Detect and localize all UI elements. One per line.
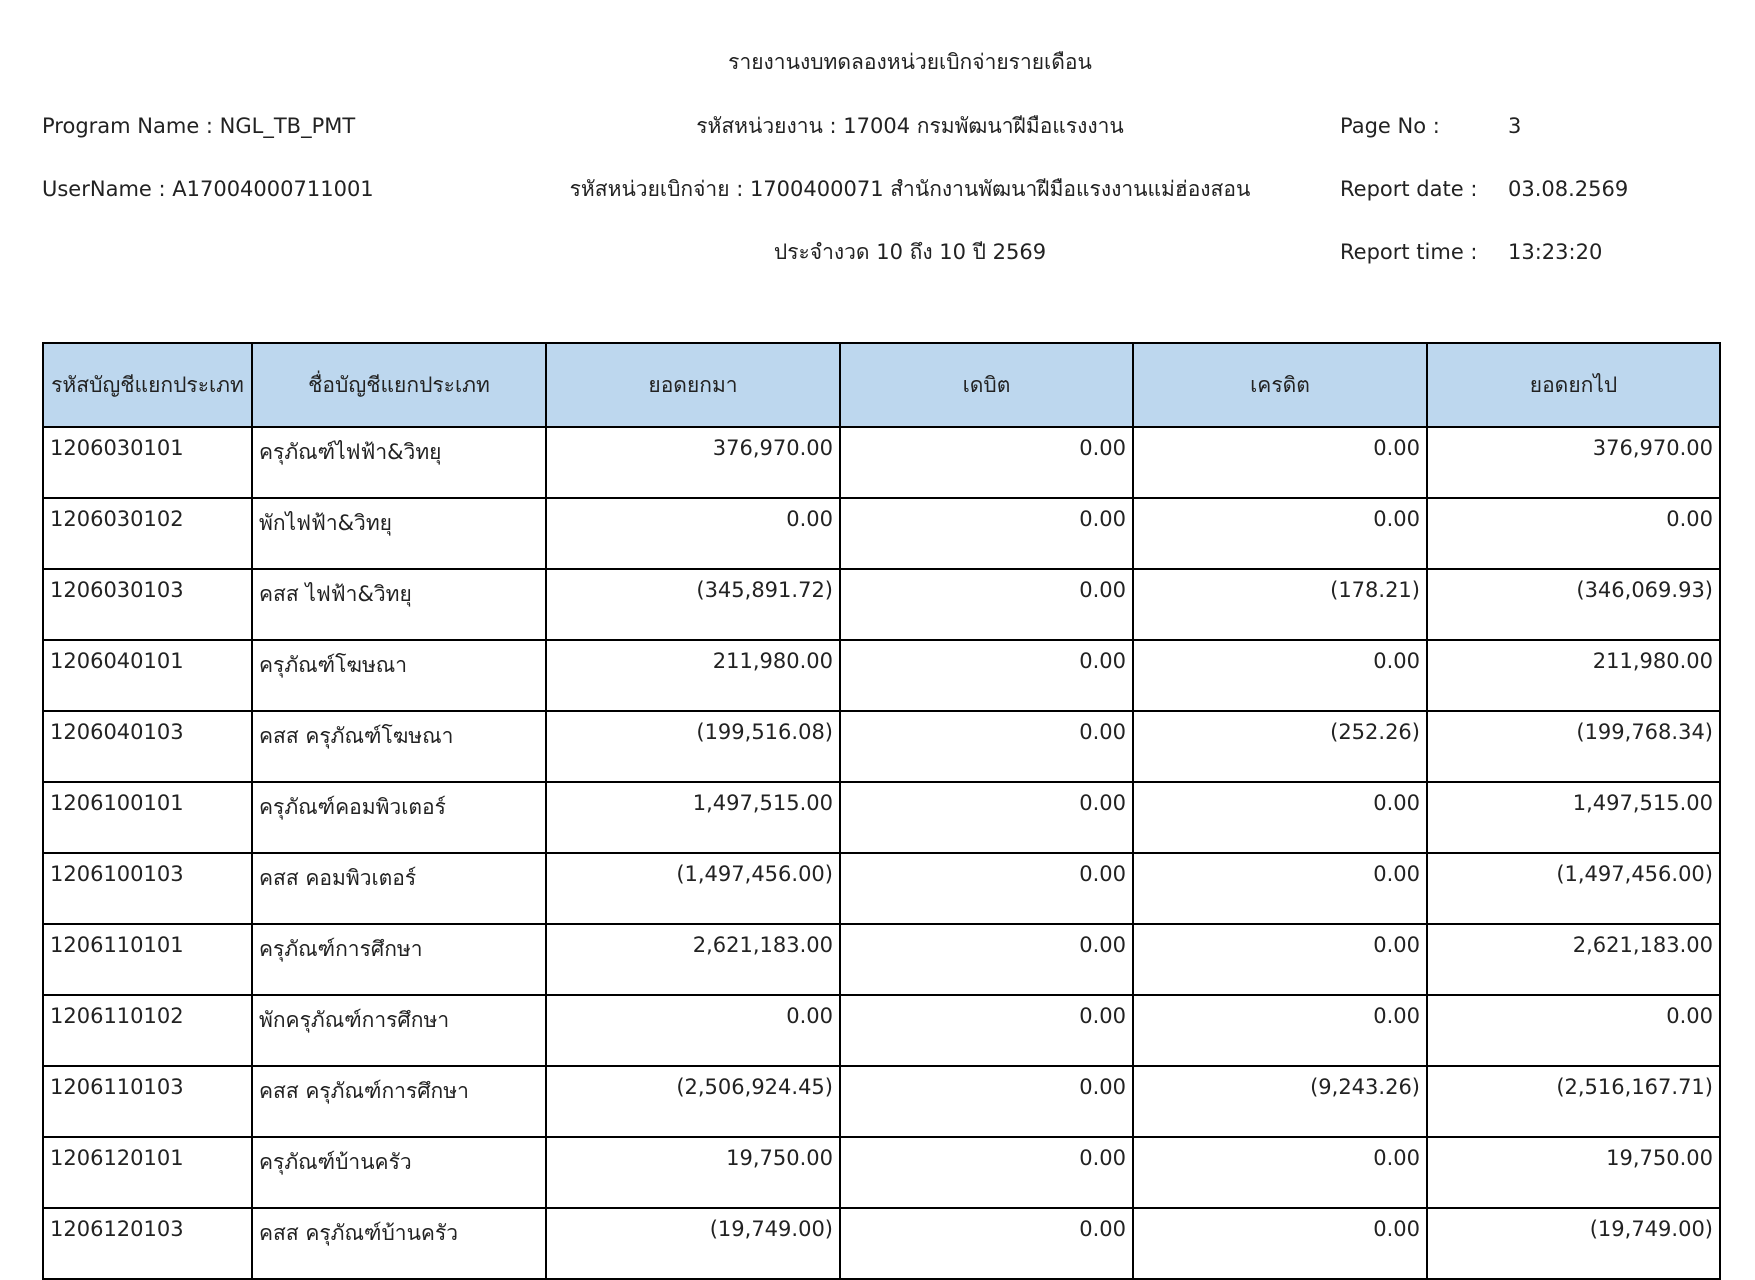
table-row (43, 1208, 1720, 1279)
account-code-cell: 1206040103 (43, 711, 252, 782)
disbursing-unit: รหัสหน่วยเบิกจ่าย : 1700400071 สำนักงานพัฒนาฝีมือแรงงานแม่ฮ่องสอน (569, 177, 1251, 201)
account-code-cell: 1206100103 (43, 853, 252, 924)
report-time-value: 13:23:20 (1508, 240, 1603, 264)
table-row (43, 1066, 1720, 1137)
report-title: รายงานงบทดลองหน่วยเบิกจ่ายรายเดือน (728, 50, 1092, 74)
opening-balance-cell: (345,891.72) (546, 569, 840, 640)
agency-code: รหัสหน่วยงาน : 17004 กรมพัฒนาฝีมือแรงงาน (696, 114, 1124, 138)
username: UserName : A17004000711001 (42, 177, 374, 201)
account-code-cell: 1206110101 (43, 924, 252, 995)
table-row (43, 924, 1720, 995)
header-opening-balance: ยอดยกมา (546, 343, 840, 427)
account-name-cell: ครุภัณฑ์บ้านครัว (252, 1137, 546, 1208)
opening-balance-cell: (199,516.08) (546, 711, 840, 782)
account-code-cell: 1206110103 (43, 1066, 252, 1137)
table-header-row (43, 343, 1720, 427)
account-name-cell: พักไฟฟ้า&วิทยุ (252, 498, 546, 569)
trial-balance-table (42, 342, 1721, 1280)
report-date-value: 03.08.2569 (1508, 177, 1629, 201)
header-debit: เดบิต (840, 343, 1133, 427)
opening-balance-cell: 19,750.00 (546, 1137, 840, 1208)
account-name-cell: ครุภัณฑ์การศึกษา (252, 924, 546, 995)
report-time-label: Report time : (1340, 240, 1478, 264)
account-code-cell: 1206120101 (43, 1137, 252, 1208)
debit-cell: 0.00 (840, 782, 1133, 853)
account-code-cell: 1206040101 (43, 640, 252, 711)
closing-balance-cell: (19,749.00) (1427, 1208, 1720, 1279)
opening-balance-cell: 1,497,515.00 (546, 782, 840, 853)
header-closing-balance: ยอดยกไป (1427, 343, 1720, 427)
account-name-cell: คสส ครุภัณฑ์บ้านครัว (252, 1208, 546, 1279)
account-code-cell: 1206100101 (43, 782, 252, 853)
closing-balance-cell: 19,750.00 (1427, 1137, 1720, 1208)
opening-balance-cell: (1,497,456.00) (546, 853, 840, 924)
debit-cell: 0.00 (840, 924, 1133, 995)
program-name: Program Name : NGL_TB_PMT (42, 114, 356, 138)
debit-cell: 0.00 (840, 1066, 1133, 1137)
report-period: ประจำงวด 10 ถึง 10 ปี 2569 (773, 240, 1047, 264)
closing-balance-cell: (1,497,456.00) (1427, 853, 1720, 924)
credit-cell: (9,243.26) (1133, 1066, 1427, 1137)
table-row (43, 711, 1720, 782)
opening-balance-cell: 2,621,183.00 (546, 924, 840, 995)
credit-cell: (178.21) (1133, 569, 1427, 640)
credit-cell: 0.00 (1133, 995, 1427, 1066)
credit-cell: 0.00 (1133, 924, 1427, 995)
table-row (43, 427, 1720, 498)
closing-balance-cell: (2,516,167.71) (1427, 1066, 1720, 1137)
account-name-cell: พักครุภัณฑ์การศึกษา (252, 995, 546, 1066)
header-account-code: รหัสบัญชีแยกประเภท (43, 343, 252, 427)
credit-cell: 0.00 (1133, 1208, 1427, 1279)
credit-cell: (252.26) (1133, 711, 1427, 782)
closing-balance-cell: 2,621,183.00 (1427, 924, 1720, 995)
table-row (43, 1137, 1720, 1208)
page-no-label: Page No : (1340, 114, 1440, 138)
opening-balance-cell: (2,506,924.45) (546, 1066, 840, 1137)
debit-cell: 0.00 (840, 711, 1133, 782)
account-name-cell: คสส ไฟฟ้า&วิทยุ (252, 569, 546, 640)
credit-cell: 0.00 (1133, 1137, 1427, 1208)
account-name-cell: ครุภัณฑ์คอมพิวเตอร์ (252, 782, 546, 853)
account-code-cell: 1206030101 (43, 427, 252, 498)
opening-balance-cell: 376,970.00 (546, 427, 840, 498)
closing-balance-cell: 211,980.00 (1427, 640, 1720, 711)
table-row (43, 782, 1720, 853)
closing-balance-cell: 376,970.00 (1427, 427, 1720, 498)
opening-balance-cell: 0.00 (546, 995, 840, 1066)
account-name-cell: คสส ครุภัณฑ์โฆษณา (252, 711, 546, 782)
debit-cell: 0.00 (840, 995, 1133, 1066)
header-account-name: ชื่อบัญชีแยกประเภท (252, 343, 546, 427)
debit-cell: 0.00 (840, 1137, 1133, 1208)
closing-balance-cell: 0.00 (1427, 498, 1720, 569)
table-row (43, 995, 1720, 1066)
account-name-cell: ครุภัณฑ์ไฟฟ้า&วิทยุ (252, 427, 546, 498)
closing-balance-cell: (199,768.34) (1427, 711, 1720, 782)
debit-cell: 0.00 (840, 498, 1133, 569)
opening-balance-cell: (19,749.00) (546, 1208, 840, 1279)
report-date-label: Report date : (1340, 177, 1478, 201)
account-code-cell: 1206120103 (43, 1208, 252, 1279)
credit-cell: 0.00 (1133, 640, 1427, 711)
account-code-cell: 1206030102 (43, 498, 252, 569)
opening-balance-cell: 0.00 (546, 498, 840, 569)
table-row (43, 853, 1720, 924)
account-name-cell: คสส คอมพิวเตอร์ (252, 853, 546, 924)
credit-cell: 0.00 (1133, 498, 1427, 569)
credit-cell: 0.00 (1133, 853, 1427, 924)
table-row (43, 569, 1720, 640)
credit-cell: 0.00 (1133, 427, 1427, 498)
opening-balance-cell: 211,980.00 (546, 640, 840, 711)
debit-cell: 0.00 (840, 569, 1133, 640)
debit-cell: 0.00 (840, 1208, 1133, 1279)
debit-cell: 0.00 (840, 853, 1133, 924)
table-row (43, 640, 1720, 711)
credit-cell: 0.00 (1133, 782, 1427, 853)
closing-balance-cell: 1,497,515.00 (1427, 782, 1720, 853)
account-name-cell: ครุภัณฑ์โฆษณา (252, 640, 546, 711)
account-code-cell: 1206030103 (43, 569, 252, 640)
account-code-cell: 1206110102 (43, 995, 252, 1066)
closing-balance-cell: 0.00 (1427, 995, 1720, 1066)
debit-cell: 0.00 (840, 640, 1133, 711)
closing-balance-cell: (346,069.93) (1427, 569, 1720, 640)
account-name-cell: คสส ครุภัณฑ์การศึกษา (252, 1066, 546, 1137)
header-credit: เครดิต (1133, 343, 1427, 427)
page-no-value: 3 (1508, 114, 1522, 138)
debit-cell: 0.00 (840, 427, 1133, 498)
table-row (43, 498, 1720, 569)
